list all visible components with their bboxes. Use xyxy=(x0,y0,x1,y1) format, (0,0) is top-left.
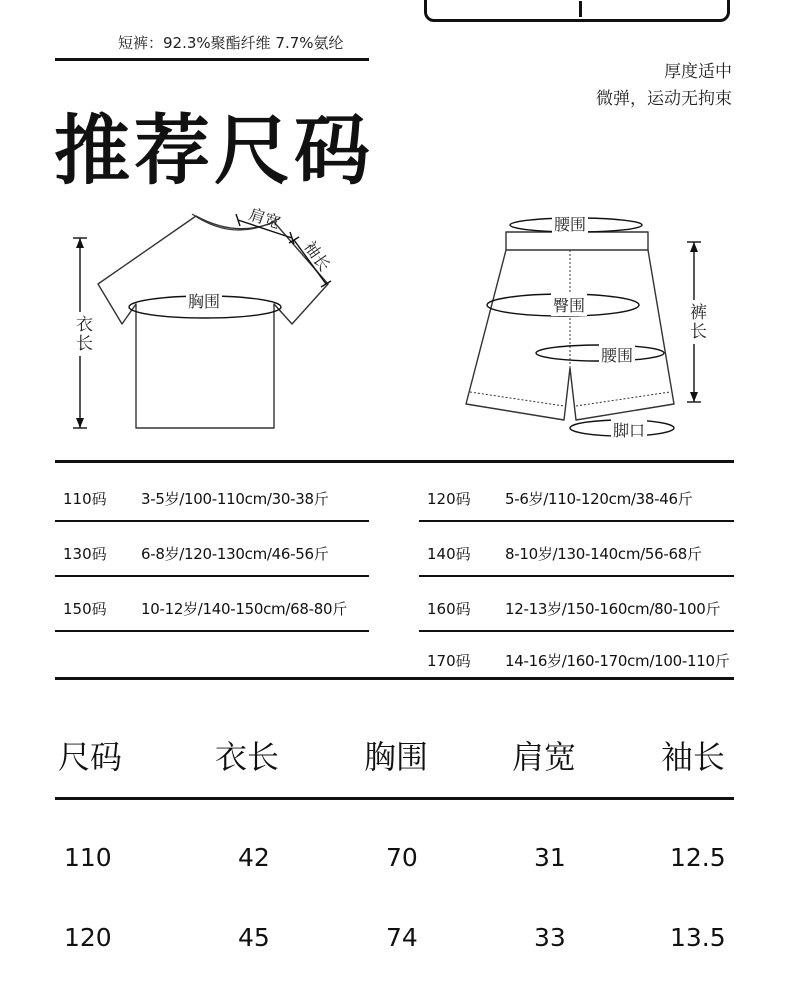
label-sleeve: 袖长 xyxy=(300,237,335,275)
size-guide-row xyxy=(55,584,369,632)
size-guide-row xyxy=(419,584,734,632)
table-header-chest: 胸围 xyxy=(364,738,429,776)
table-cell: 120 xyxy=(64,923,112,952)
label-length: 衣长 xyxy=(70,312,95,356)
feature-line-2: 微弹，运动无拘束 xyxy=(596,89,732,109)
tshirt-outline xyxy=(98,216,328,428)
table-header-size: 尺码 xyxy=(58,738,123,776)
table-header-sleeve: 袖长 xyxy=(661,738,726,776)
size-guide-row xyxy=(419,636,734,678)
size-code: 160码 xyxy=(427,600,471,618)
size-guide-row xyxy=(55,529,369,577)
shorts-diagram xyxy=(460,206,710,446)
label-hip: 臀围 xyxy=(551,293,587,316)
size-code: 150码 xyxy=(63,600,107,618)
size-code: 130码 xyxy=(63,545,107,563)
table-cell: 12.5 xyxy=(670,843,726,872)
table-cell: 74 xyxy=(386,923,418,952)
size-code: 120码 xyxy=(427,490,471,508)
size-range: 3-5岁/100-110cm/30-38斤 xyxy=(141,490,329,508)
page-title: 推荐尺码 xyxy=(54,106,374,195)
fabric-note: 短裤：92.3%聚酯纤维 7.7%氨纶 xyxy=(118,34,344,52)
table-cell: 45 xyxy=(238,923,270,952)
table-cell: 110 xyxy=(64,843,112,872)
size-code: 140码 xyxy=(427,545,471,563)
size-guide-row xyxy=(419,529,734,577)
label-waist-top: 腰围 xyxy=(552,212,588,235)
size-range: 10-12岁/140-150cm/68-80斤 xyxy=(141,600,347,618)
size-guide-bottom-rule xyxy=(55,677,734,680)
size-range: 12-13岁/150-160cm/80-100斤 xyxy=(505,600,721,618)
label-pants-length: 裤长 xyxy=(684,300,709,344)
feature-line-1: 厚度适中 xyxy=(664,62,732,82)
size-code: 110码 xyxy=(63,490,107,508)
table-header-rule xyxy=(55,797,734,800)
label-chest: 胸围 xyxy=(186,289,222,312)
label-waist-mid: 腰围 xyxy=(599,343,635,366)
tshirt-diagram xyxy=(60,196,350,446)
table-header-length: 衣长 xyxy=(215,738,280,776)
top-frame xyxy=(424,0,730,22)
size-range: 14-16岁/160-170cm/100-110斤 xyxy=(505,652,730,670)
table-cell: 70 xyxy=(386,843,418,872)
fabric-rule xyxy=(55,58,369,61)
size-code: 170码 xyxy=(427,652,471,670)
size-range: 5-6岁/110-120cm/38-46斤 xyxy=(505,490,693,508)
size-range: 8-10岁/130-140cm/56-68斤 xyxy=(505,545,702,563)
label-shoulder: 肩宽 xyxy=(246,204,283,233)
table-header-shoulder: 肩宽 xyxy=(512,738,577,776)
size-guide-row xyxy=(55,474,369,522)
table-cell: 33 xyxy=(534,923,566,952)
label-leg-opening: 脚口 xyxy=(611,418,647,441)
frame-tick xyxy=(579,1,582,17)
table-cell: 13.5 xyxy=(670,923,726,952)
size-guide-row xyxy=(419,474,734,522)
size-range: 6-8岁/120-130cm/46-56斤 xyxy=(141,545,329,563)
size-guide-top-rule xyxy=(55,460,734,463)
table-cell: 31 xyxy=(534,843,566,872)
table-cell: 42 xyxy=(238,843,270,872)
